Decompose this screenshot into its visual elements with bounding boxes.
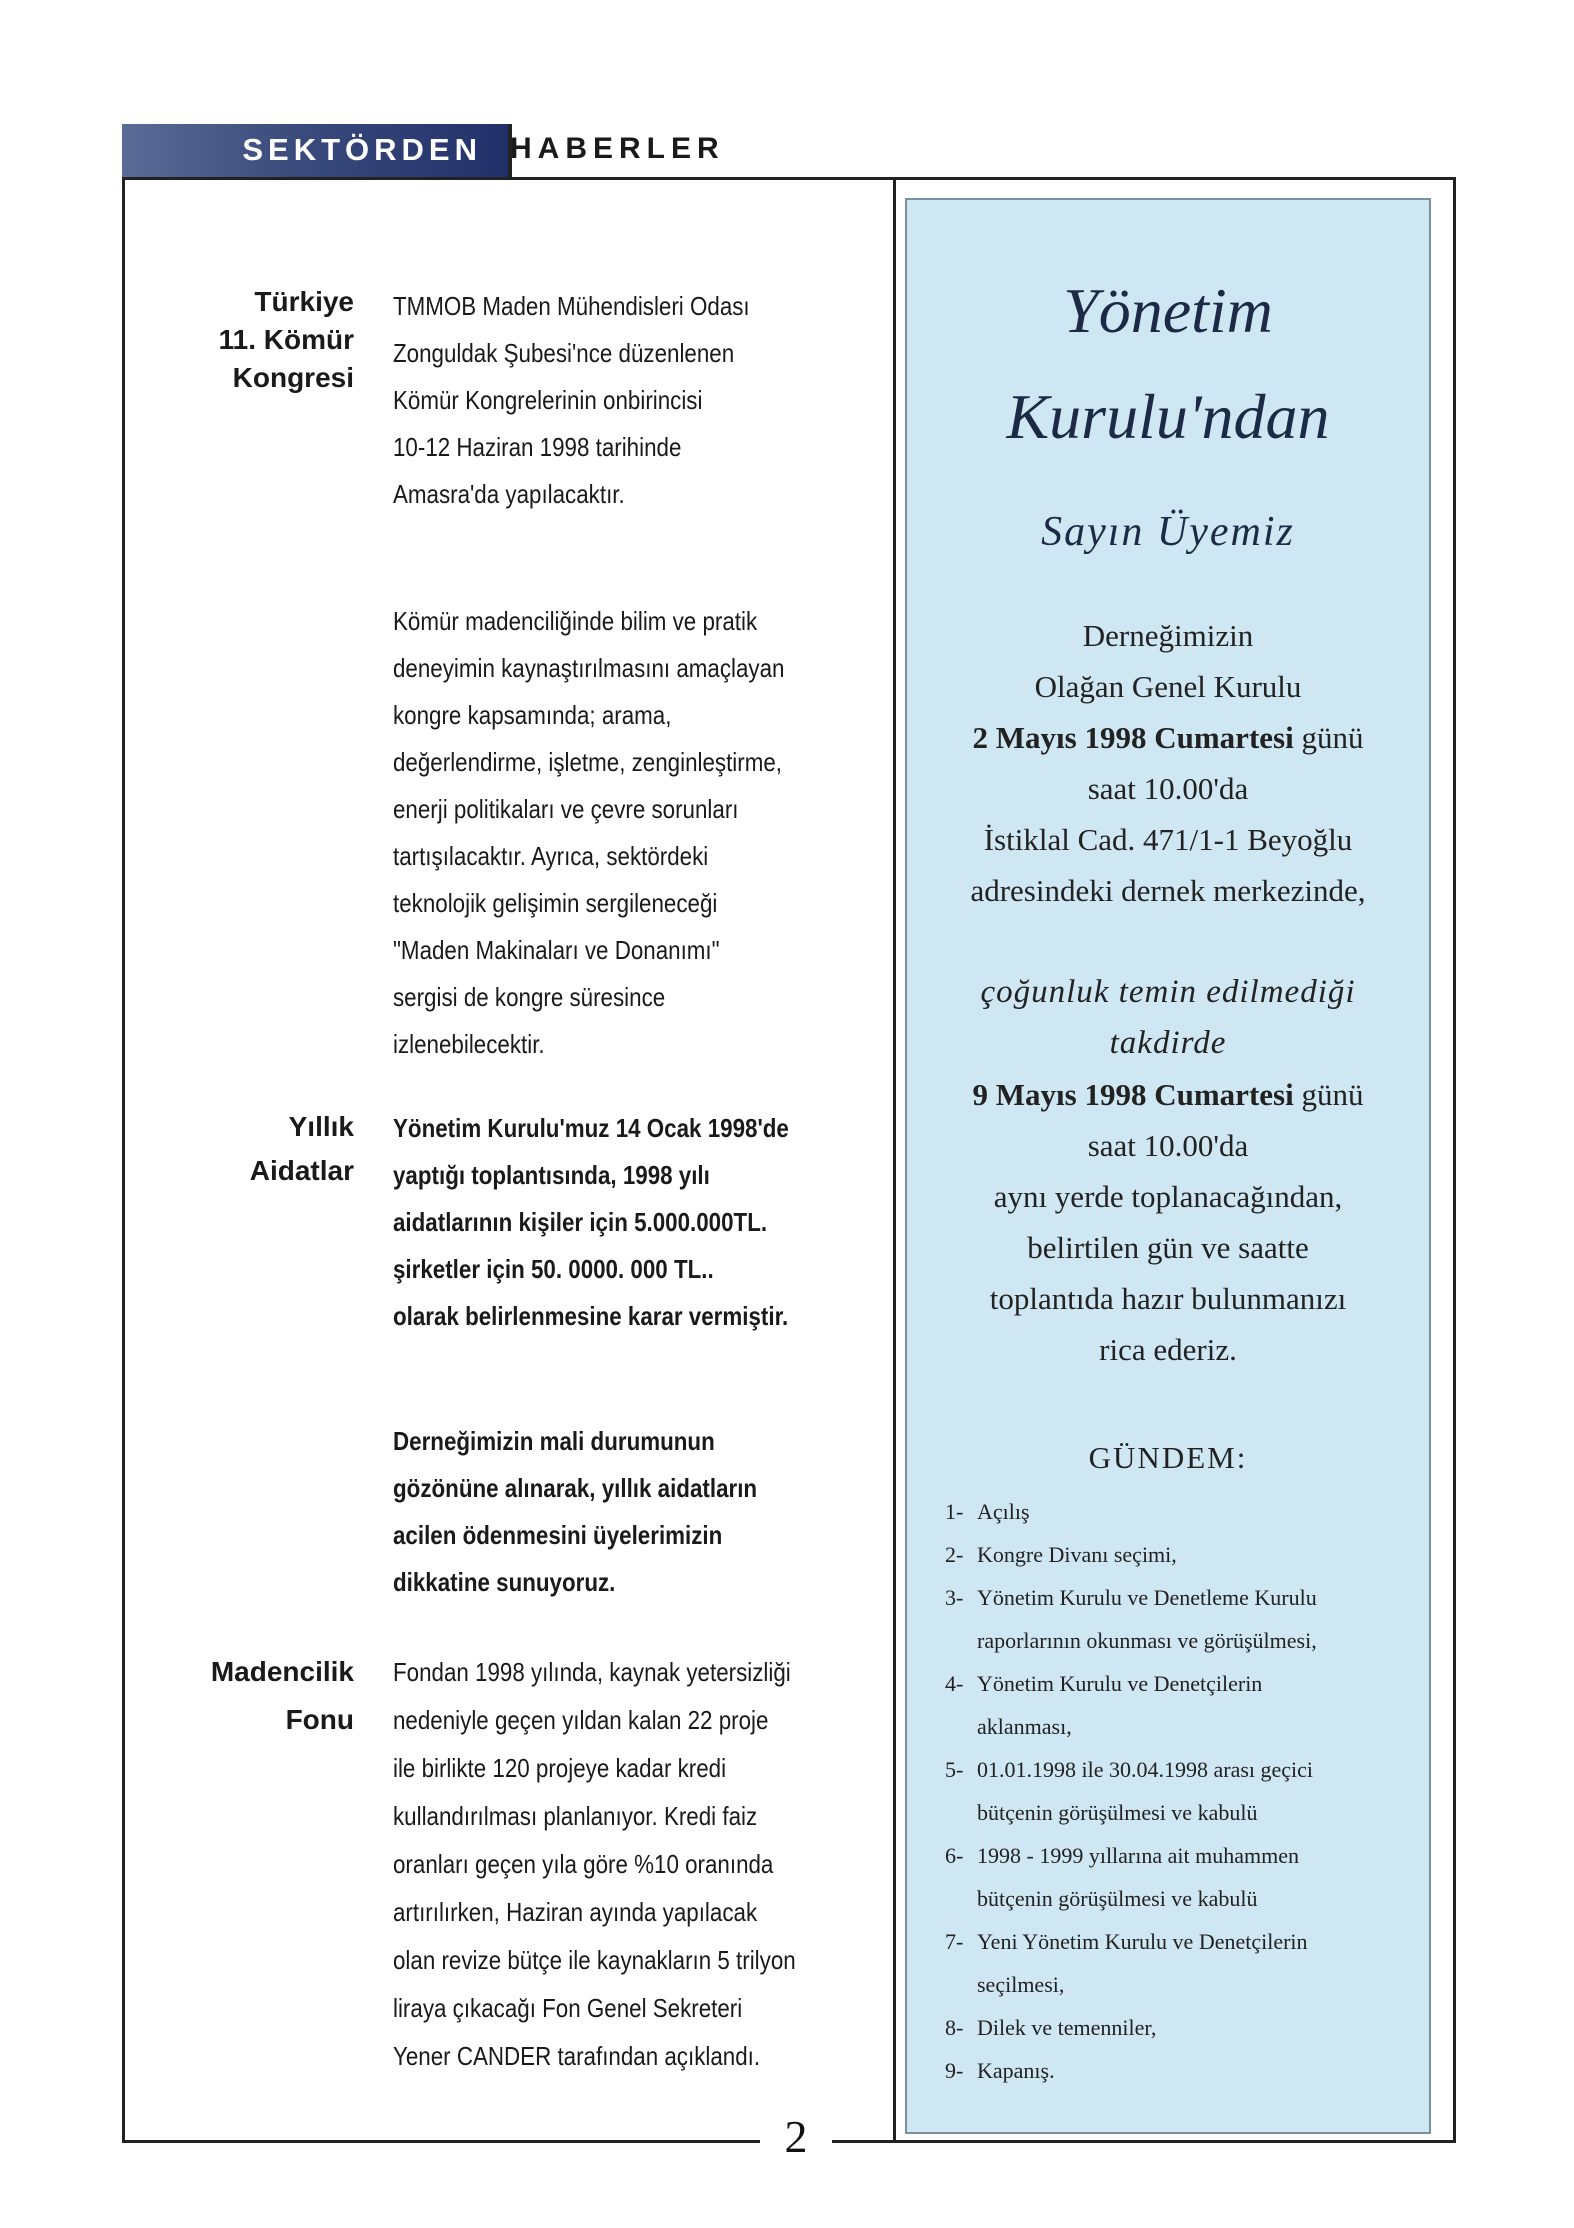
body-line: aidatlarının kişiler için 5.000.000TL. xyxy=(393,1207,768,1237)
body-line: kullandırılması planlanıyor. Kredi faiz xyxy=(393,1801,758,1831)
agenda-text: bütçenin görüşülmesi ve kabulü xyxy=(977,1886,1258,1911)
section-title-yillik-aidatlar xyxy=(154,1105,354,1193)
title-line: Türkiye xyxy=(254,286,354,317)
body-line: yaptığı toplantısında, 1998 yılı xyxy=(393,1160,710,1190)
body-line: Derneğimizin mali durumunun xyxy=(393,1426,715,1456)
body-line: ile birlikte 120 projeye kadar kredi xyxy=(393,1753,727,1783)
section-body-yillik-aidatlar xyxy=(393,1105,806,1606)
agenda-item xyxy=(945,2049,1425,2092)
agenda-text: raporlarının okunması ve görüşülmesi, xyxy=(977,1628,1317,1653)
notice-line xyxy=(907,712,1429,763)
header-right-label: HABERLER xyxy=(510,132,725,165)
agenda-number: 7- xyxy=(945,1929,964,1954)
second-meeting-date: 9 Mayıs 1998 Cumartesi xyxy=(972,1077,1294,1112)
agenda-item xyxy=(945,1490,1425,1533)
body-line: 10-12 Haziran 1998 tarihinde xyxy=(393,432,682,462)
section-body-komur-kongresi xyxy=(393,283,806,1068)
section-body-madencilik-fonu xyxy=(393,1648,806,2080)
body-line: deneyimin kaynaştırılmasını amaçlayan xyxy=(393,653,785,683)
body-line: enerji politikaları ve çevre sorunları xyxy=(393,794,739,824)
agenda-item xyxy=(945,1748,1425,1834)
agenda-list xyxy=(945,1490,1425,2092)
title-line: Yıllık xyxy=(288,1111,354,1142)
agenda-text: Kongre Divanı seçimi, xyxy=(977,1542,1177,1567)
footer-line-left xyxy=(122,2140,760,2143)
agenda-item xyxy=(945,1533,1425,1576)
agenda-text: Kapanış. xyxy=(977,2058,1055,2083)
page-number: 2 xyxy=(784,2111,808,2162)
body-line: kongre kapsamında; arama, xyxy=(393,700,672,730)
notice-block-first-meeting xyxy=(907,610,1429,916)
notice-title-line1: Yönetim xyxy=(1063,275,1273,346)
notice-line: takdirde xyxy=(1109,1025,1227,1061)
agenda-item xyxy=(945,1834,1425,1920)
agenda-text: Yeni Yönetim Kurulu ve Denetçilerin xyxy=(977,1929,1308,1954)
agenda-item xyxy=(945,1662,1425,1748)
agenda-text: Yönetim Kurulu ve Denetleme Kurulu xyxy=(977,1585,1317,1610)
agenda-number: 3- xyxy=(945,1585,964,1610)
notice-line: aynı yerde toplanacağından, xyxy=(993,1179,1343,1214)
notice-line-suffix: günü xyxy=(1293,720,1364,755)
title-line: 11. Kömür xyxy=(218,324,354,355)
body-line: Amasra'da yapılacaktır. xyxy=(393,479,625,509)
body-line: şirketler için 50. 0000. 000 TL.. xyxy=(393,1254,714,1284)
body-line: Yener CANDER tarafından açıklandı. xyxy=(393,2041,761,2071)
notice-line: Olağan Genel Kurulu xyxy=(1034,669,1302,704)
agenda-number: 2- xyxy=(945,1542,964,1567)
body-line: Zonguldak Şubesi'nce düzenlenen xyxy=(393,338,735,368)
notice-title-line2: Kurulu'ndan xyxy=(1006,381,1330,452)
body-line: Kömür madenciliğinde bilim ve pratik xyxy=(393,606,758,636)
body-line: gözönüne alınarak, yıllık aidatların xyxy=(393,1473,758,1503)
notice-line: saat 10.00'da xyxy=(1087,771,1249,806)
agenda-text: Dilek ve temenniler, xyxy=(977,2015,1157,2040)
notice-line: çoğunluk temin edilmediği xyxy=(980,974,1356,1010)
agenda-text: 01.01.1998 ile 30.04.1998 arası geçici xyxy=(977,1757,1314,1782)
body-line: TMMOB Maden Mühendisleri Odası xyxy=(393,291,750,321)
agenda-number: 9- xyxy=(945,2058,964,2083)
title-line: Madencilik xyxy=(210,1656,354,1687)
notice-line: rica ederiz. xyxy=(1099,1332,1237,1367)
body-line: olarak belirlenmesine karar vermiştir. xyxy=(393,1301,789,1331)
footer-line-right xyxy=(832,2140,1456,2143)
notice-line: İstiklal Cad. 471/1-1 Beyoğlu xyxy=(983,822,1353,857)
agenda-text: seçilmesi, xyxy=(977,1972,1065,1997)
notice-line: toplantıda hazır bulunmanızı xyxy=(989,1281,1347,1316)
notice-box xyxy=(905,198,1431,2134)
notice-line: belirtilen gün ve saatte xyxy=(1027,1230,1309,1265)
section-header xyxy=(122,124,1456,180)
column-divider xyxy=(893,180,896,2142)
first-meeting-date: 2 Mayıs 1998 Cumartesi xyxy=(972,720,1294,755)
body-line: Kömür Kongrelerinin onbirincisi xyxy=(393,385,703,415)
body-line: teknolojik gelişimin sergileneceği xyxy=(393,888,718,918)
body-line: tartışılacaktır. Ayrıca, sektördeki xyxy=(393,841,709,871)
body-line: artırılırken, Haziran ayında yapılacak xyxy=(393,1897,758,1927)
body-line: izlenebilecektir. xyxy=(393,1029,545,1059)
notice-line: Derneğimizin xyxy=(1082,618,1254,653)
notice-salutation: Sayın Üyemiz xyxy=(1041,509,1295,555)
agenda-number: 5- xyxy=(945,1757,964,1782)
notice-line-suffix: günü xyxy=(1293,1077,1364,1112)
title-line: Fonu xyxy=(285,1704,354,1735)
agenda-number: 4- xyxy=(945,1671,964,1696)
body-line: olan revize bütçe ile kaynakların 5 trilyon xyxy=(393,1945,796,1975)
notice-line: adresindeki dernek merkezinde, xyxy=(970,873,1366,908)
body-line: oranları geçen yıla göre %10 oranında xyxy=(393,1849,774,1879)
notice-line: saat 10.00'da xyxy=(1087,1128,1249,1163)
body-line: nedeniyle geçen yıldan kalan 22 proje xyxy=(393,1705,769,1735)
body-line: değerlendirme, işletme, zenginleştirme, xyxy=(393,747,782,777)
agenda-number: 1- xyxy=(945,1499,964,1524)
title-line: Kongresi xyxy=(232,362,354,393)
notice-line xyxy=(907,1069,1429,1120)
agenda-text: bütçenin görüşülmesi ve kabulü xyxy=(977,1800,1258,1825)
agenda-number: 6- xyxy=(945,1843,964,1868)
title-line: Aidatlar xyxy=(249,1155,354,1186)
header-left-label: SEKTÖRDEN xyxy=(242,132,482,167)
agenda-number: 8- xyxy=(945,2015,964,2040)
body-line: Fondan 1998 yılında, kaynak yetersizliği xyxy=(393,1657,791,1687)
section-title-madencilik-fonu xyxy=(154,1648,354,1744)
body-line: acilen ödenmesini üyelerimizin xyxy=(393,1520,723,1550)
header-dark-band xyxy=(122,124,508,177)
body-line: "Maden Makinaları ve Donanımı" xyxy=(393,935,720,965)
notice-block-second-meeting xyxy=(907,967,1429,1375)
agenda-item xyxy=(945,1576,1425,1662)
agenda-text: Yönetim Kurulu ve Denetçilerin xyxy=(977,1671,1263,1696)
body-line: Yönetim Kurulu'muz 14 Ocak 1998'de xyxy=(393,1113,789,1143)
body-line: liraya çıkacağı Fon Genel Sekreteri xyxy=(393,1993,743,2023)
body-line: sergisi de kongre süresince xyxy=(393,982,666,1012)
agenda-text: Açılış xyxy=(977,1499,1030,1524)
agenda-text: 1998 - 1999 yıllarına ait muhammen xyxy=(977,1843,1299,1868)
agenda-item xyxy=(945,1920,1425,2006)
agenda-item xyxy=(945,2006,1425,2049)
agenda-text: aklanması, xyxy=(977,1714,1072,1739)
agenda-title: GÜNDEM: xyxy=(1088,1440,1248,1475)
section-title-komur-kongresi xyxy=(154,283,354,397)
body-line: dikkatine sunuyoruz. xyxy=(393,1567,616,1597)
